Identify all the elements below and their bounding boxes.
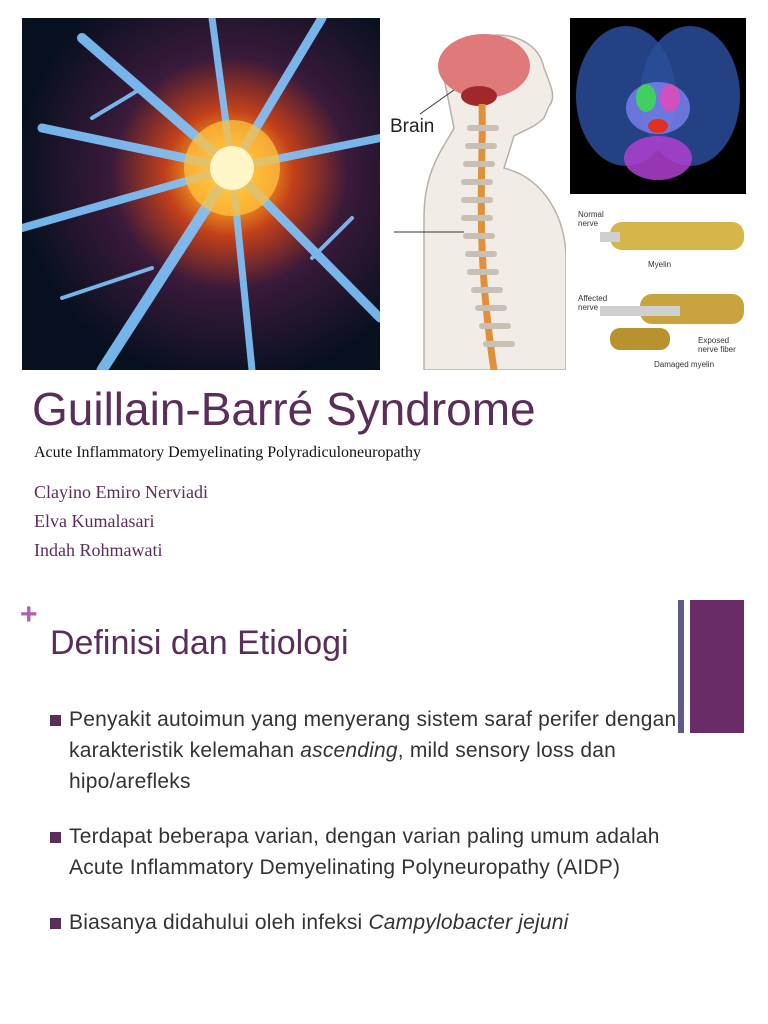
bullet-list xyxy=(50,704,690,962)
bullet-square-icon xyxy=(50,918,61,929)
bullet-text: Biasanya didahului oleh infeksi xyxy=(69,911,369,934)
bullet-square-icon xyxy=(50,715,61,726)
bullet-square-icon xyxy=(50,832,61,843)
author-name: Elva Kumalasari xyxy=(34,511,155,531)
bullet-italic-text: ascending xyxy=(300,739,398,762)
bullet-italic-text: Campylobacter jejuni xyxy=(368,911,569,934)
brain-label: Brain xyxy=(390,116,435,137)
accent-bar-thick xyxy=(690,600,744,733)
exposed-fiber-label: Exposed nerve fiber xyxy=(698,336,736,354)
spine-anatomy-image xyxy=(384,18,566,370)
bullet-item xyxy=(50,907,690,938)
affected-nerve-label: Affected nerve xyxy=(578,294,608,312)
bullet-item xyxy=(50,704,690,797)
page-subtitle: Acute Inflammatory Demyelinating Polyradiculoneuropathy xyxy=(34,444,421,461)
brain-3d-image xyxy=(570,18,746,194)
page-title: Guillain-Barré Syndrome xyxy=(32,383,536,435)
author-name: Indah Rohmawati xyxy=(34,540,163,560)
neuron-image xyxy=(22,18,380,370)
bullet-item xyxy=(50,821,690,883)
author-list xyxy=(34,478,208,565)
normal-nerve-label: Normal nerve xyxy=(578,210,604,228)
section-title: Definisi dan Etiologi xyxy=(50,624,349,662)
bullet-text: Penyakit autoimun yang menyerang sistem saraf perifer dengan karakteristik kelemahan xyxy=(69,708,677,762)
bullet-text: , mild sensory loss dan hipo/arefleks xyxy=(69,739,616,793)
myelin-diagram-image xyxy=(570,198,746,370)
author-name: Clayino Emiro Nerviadi xyxy=(34,482,208,502)
myelin-label: Myelin xyxy=(648,260,672,269)
plus-icon: + xyxy=(20,598,38,631)
bullet-text: Terdapat beberapa varian, dengan varian paling umum adalah Acute Inflammatory Demyelinating Polyneuropathy (AIDP) xyxy=(69,825,660,879)
damaged-myelin-label: Damaged myelin xyxy=(654,360,715,369)
